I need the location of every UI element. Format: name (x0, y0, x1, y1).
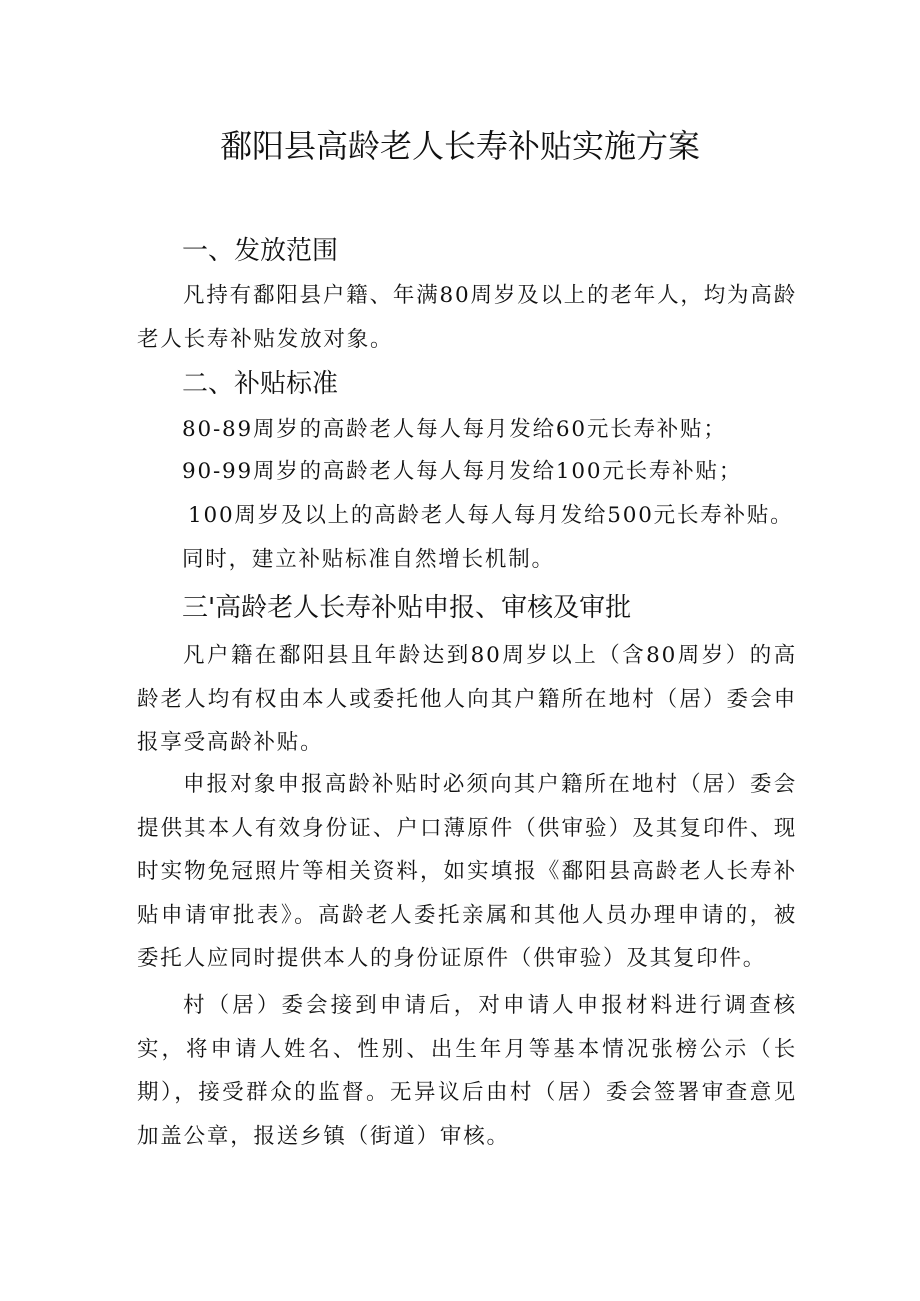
subsidy-line-4: 同时，建立补贴标准自然增长机制。 (182, 547, 555, 572)
subsidy-line-2: 90-99周岁的高龄老人每人每月发给100元长寿补贴； (182, 459, 743, 484)
subsidy-line-1: 80-89周岁的高龄老人每人每月发给60元长寿补贴； (182, 417, 727, 442)
section-2-heading: 二、补贴标准 (182, 369, 339, 399)
subsidy-line-3: 100周岁及以上的高龄老人每人每月发给500元长寿补贴。 (188, 503, 794, 528)
section-1-paragraph: 凡持有鄱阳县户籍、年满80周岁及以上的老年人，均为高龄老人长寿补贴发放对象。 (137, 283, 797, 352)
section-3-heading: 三'高龄老人长寿补贴申报、审核及审批 (182, 593, 632, 623)
section-3-paragraph-3: 村（居）委会接到申请后，对申请人申报材料进行调查核实，将申请人姓名、性别、出生年月等基本情况张榜公示（长期），接受群众的监督。无异议后由村（居）委会签署审查意见加盖公章，报送乡镇（街道）审核。 (137, 993, 797, 1149)
section-1-heading: 一、发放范围 (182, 236, 339, 266)
section-3-paragraph-1: 凡户籍在鄱阳县且年龄达到80周岁以上（含80周岁）的高龄老人均有权由本人或委托他人向其户籍所在地村（居）委会申报享受高龄补贴。 (137, 643, 797, 755)
document-title: 鄱阳县高龄老人长寿补贴实施方案 (219, 127, 700, 165)
section-3-paragraph-2: 申报对象申报高龄补贴时必须向其户籍所在地村（居）委会提供其本人有效身份证、户口薄原件（供审验）及其复印件、现时实物免冠照片等相关资料，如实填报《鄱阳县高龄老人长寿补贴申请审批表》。高龄老人委托亲属和其他人员办理申请的，被委托人应同时提供本人的身份证原件（供审验）及其复印件。 (137, 772, 797, 971)
